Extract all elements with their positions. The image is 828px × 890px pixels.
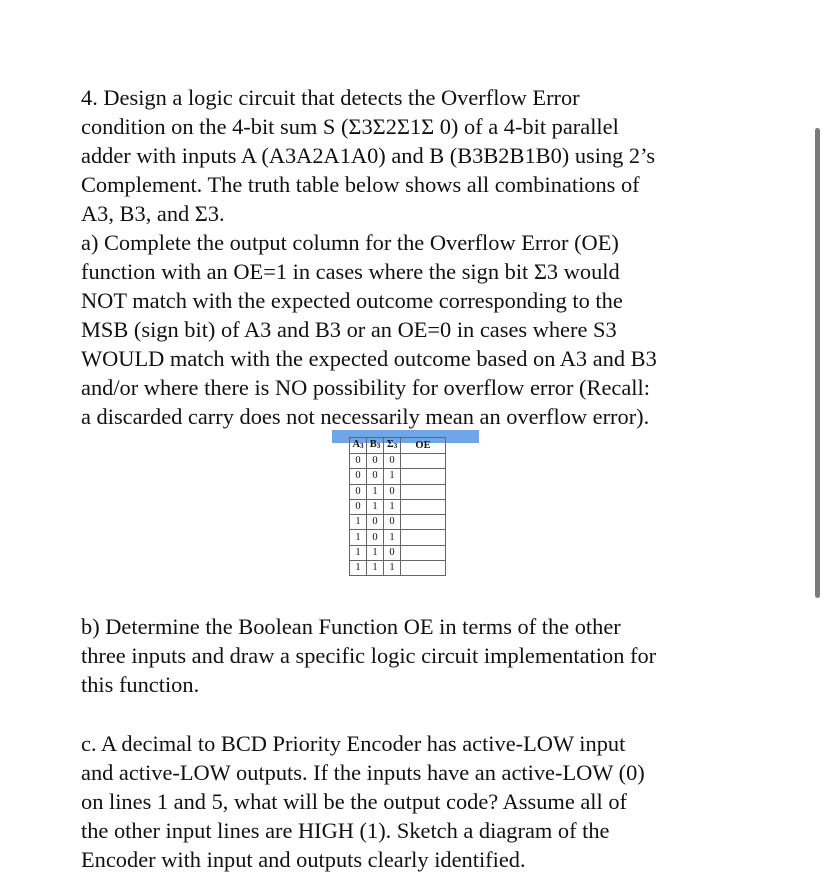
- table-row: [350, 530, 446, 545]
- table-row: [350, 469, 446, 484]
- text-line: Encoder with input and outputs clearly identified.: [81, 847, 526, 872]
- cell-oe: [401, 469, 446, 484]
- cell-oe: [401, 530, 446, 545]
- table-row: [350, 561, 446, 576]
- text-line: MSB (sign bit) of A3 and B3 or an OE=0 in cases where S3: [81, 317, 617, 342]
- cell-oe: [401, 545, 446, 560]
- cell-sigma3: 0: [384, 484, 401, 499]
- vertical-scrollbar[interactable]: [815, 128, 820, 598]
- text-line: A3, B3, and Σ3.: [81, 201, 225, 226]
- table-row: [350, 515, 446, 530]
- table-row: [350, 484, 446, 499]
- text-line: this function.: [81, 672, 200, 697]
- text-line: NOT match with the expected outcome corresponding to the: [81, 288, 623, 313]
- cell-oe: [401, 484, 446, 499]
- cell-sigma3: 0: [384, 515, 401, 530]
- cell-a3: 1: [350, 561, 367, 576]
- text-line: three inputs and draw a specific logic circuit implementation for: [81, 643, 657, 668]
- text-line: WOULD match with the expected outcome based on A3 and B3: [81, 346, 657, 371]
- header-a3: A3: [350, 438, 367, 454]
- text-line: c. A decimal to BCD Priority Encoder has active-LOW input: [81, 731, 626, 756]
- cell-b3: 0: [367, 515, 384, 530]
- cell-a3: 1: [350, 515, 367, 530]
- cell-sigma3: 0: [384, 545, 401, 560]
- cell-b3: 1: [367, 484, 384, 499]
- question-4-text: [81, 83, 741, 431]
- text-line: condition on the 4-bit sum S (Σ3Σ2Σ1Σ 0) of a 4-bit parallel: [81, 114, 619, 139]
- cell-a3: 0: [350, 469, 367, 484]
- cell-sigma3: 1: [384, 499, 401, 514]
- text-line: on lines 1 and 5, what will be the output code? Assume all of: [81, 789, 627, 814]
- cell-sigma3: 1: [384, 469, 401, 484]
- cell-b3: 1: [367, 499, 384, 514]
- header-sigma3: Σ3: [384, 438, 401, 454]
- header-oe: OE: [401, 438, 446, 454]
- table-row: [350, 499, 446, 514]
- truth-table: [349, 437, 446, 576]
- cell-a3: 0: [350, 499, 367, 514]
- header-b3: B3: [367, 438, 384, 454]
- cell-a3: 1: [350, 530, 367, 545]
- cell-sigma3: 1: [384, 561, 401, 576]
- text-line: a) Complete the output column for the Overflow Error (OE): [81, 230, 619, 255]
- cell-oe: [401, 499, 446, 514]
- table-row: [350, 545, 446, 560]
- cell-oe: [401, 561, 446, 576]
- cell-b3: 1: [367, 545, 384, 560]
- cell-b3: 1: [367, 561, 384, 576]
- cell-a3: 0: [350, 454, 367, 469]
- cell-oe: [401, 454, 446, 469]
- truth-table-header-row: [350, 438, 446, 454]
- text-line: function with an OE=1 in cases where the sign bit Σ3 would: [81, 259, 620, 284]
- question-c-text: [81, 729, 741, 874]
- cell-sigma3: 1: [384, 530, 401, 545]
- cell-b3: 0: [367, 454, 384, 469]
- question-b-text: [81, 612, 741, 699]
- text-line: and active-LOW outputs. If the inputs have an active-LOW (0): [81, 760, 645, 785]
- text-line: b) Determine the Boolean Function OE in terms of the other: [81, 614, 621, 639]
- text-line: and/or where there is NO possibility for overflow error (Recall:: [81, 375, 650, 400]
- cell-a3: 1: [350, 545, 367, 560]
- cell-b3: 0: [367, 530, 384, 545]
- cell-a3: 0: [350, 484, 367, 499]
- cell-oe: [401, 515, 446, 530]
- cell-sigma3: 0: [384, 454, 401, 469]
- table-row: [350, 454, 446, 469]
- text-line: 4. Design a logic circuit that detects the Overflow Error: [81, 85, 580, 110]
- text-line: the other input lines are HIGH (1). Sketch a diagram of the: [81, 818, 610, 843]
- text-line: adder with inputs A (A3A2A1A0) and B (B3B2B1B0) using 2’s: [81, 143, 656, 168]
- cell-b3: 0: [367, 469, 384, 484]
- text-line: Complement. The truth table below shows all combinations of: [81, 172, 640, 197]
- text-line: a discarded carry does not necessarily mean an overflow error).: [81, 404, 650, 429]
